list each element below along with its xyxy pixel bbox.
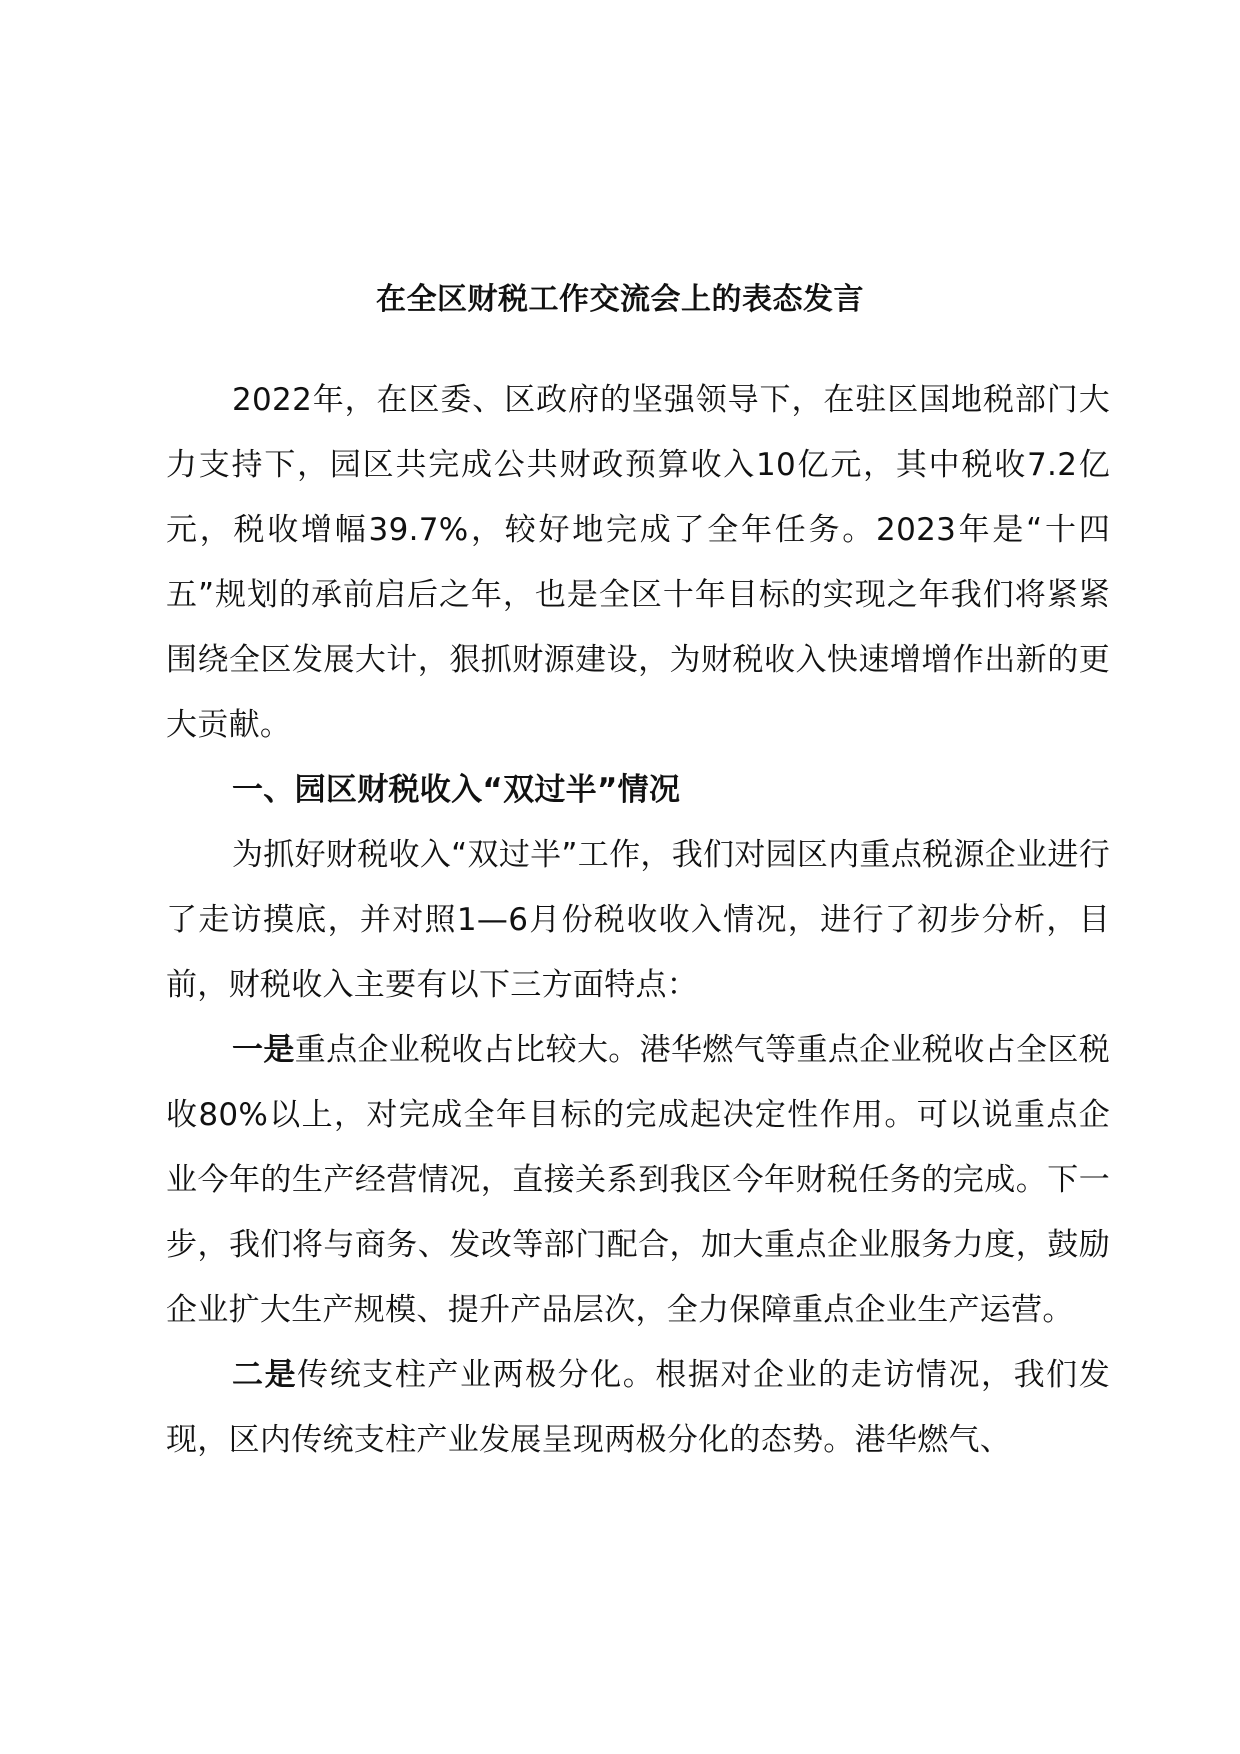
point-one-lead: 一是 bbox=[232, 1032, 295, 1068]
intro-paragraph: 2022年，在区委、区政府的坚强领导下，在驻区国地税部门大力支持下，园区共完成公共财政预算收入10亿元，其中税收7.2亿元，税收增幅39.7%，较好地完成了全年任务。2023年是“十四五”规划的承前启后之年，也是全区十年目标的实现之年我们将紧紧围绕全区发展大计，狠抓财源建设，为财税收入快速增增作出新的更大贡献。 bbox=[166, 382, 1110, 743]
section-heading: 一、园区财税收入“双过半”情况 bbox=[232, 772, 681, 808]
section-intro-paragraph: 为抓好财税收入“双过半”工作，我们对园区内重点税源企业进行了走访摸底，并对照1—6月份税收收入情况，进行了初步分析，目前，财税收入主要有以下三方面特点： bbox=[166, 837, 1110, 1003]
point-one-paragraph bbox=[166, 1018, 1110, 1343]
document-body bbox=[166, 368, 1110, 1473]
point-one-text: 重点企业税收占比较大。港华燃气等重点企业税收占全区税收80%以上，对完成全年目标的完成起决定性作用。可以说重点企业今年的生产经营情况，直接关系到我区今年财税任务的完成。下一步，我们将与商务、发改等部门配合，加大重点企业服务力度，鼓励企业扩大生产规模、提升产品层次，全力保障重点企业生产运营。 bbox=[166, 1032, 1110, 1328]
point-two-text: 传统支柱产业两极分化。根据对企业的走访情况，我们发现，区内传统支柱产业发展呈现两极分化的态势。港华燃气、 bbox=[166, 1357, 1110, 1458]
document-title: 在全区财税工作交流会上的表态发言 bbox=[376, 282, 864, 317]
point-two-paragraph bbox=[166, 1343, 1110, 1473]
point-two-lead: 二是 bbox=[232, 1357, 298, 1393]
